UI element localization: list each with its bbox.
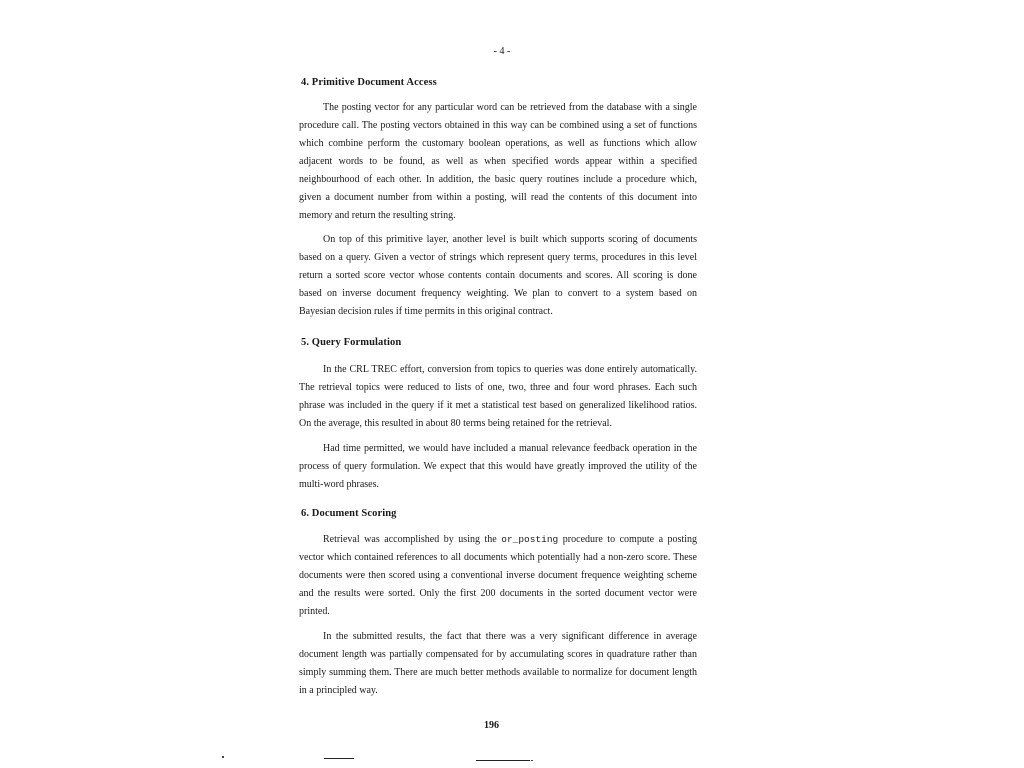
scan-mark <box>531 760 533 761</box>
scan-rule <box>324 758 354 759</box>
section-heading-6: 6. Document Scoring <box>301 508 397 519</box>
paragraph: In the CRL TREC effort, conversion from topics to queries was done entirely automatically. The retrieval topics were reduced to lists of one, two, three and four word phrases. Each such phrase was included in the query if it met a statistical test based on generalized likelihood ratios. On the average, this resulted in about 80 terms being retained for the retrieval. <box>299 364 697 429</box>
paragraph: In the submitted results, the fact that there was a very significant difference in average document length was partially compensated for by accumulating scores in quadrature rather than simply summing them. There are much better methods available to normalize for document length in a principled way. <box>299 631 697 696</box>
paragraph: The posting vector for any particular word can be retrieved from the database with a single procedure call. The posting vectors obtained in this way can be combined using a set of functions which combine perform the customary boolean operations, as well as functions which allow adjacent words to be found, as well as when specified words appear within a specified neighbourhood of each other. In addition, the basic query routines include a procedure which, given a document number from within a posting, will read the contents of this document into memory and return the resulting string. <box>299 102 697 221</box>
paragraph-text: procedure to compute a posting vector which contained references to all documents which potentially had a non-zero score. These documents were then scored using a conventional inverse document frequence weighting scheme and the results were sorted. Only the first 200 documents in the sorted document vector were printed. <box>299 534 697 617</box>
code-identifier: or_posting <box>501 534 559 545</box>
scan-rule <box>476 760 530 761</box>
section-heading-5: 5. Query Formulation <box>301 337 402 348</box>
section-heading-4: 4. Primitive Document Access <box>301 77 437 88</box>
page-marker: - 4 - <box>493 46 511 57</box>
paragraph: Had time permitted, we would have included a manual relevance feedback operation in the process of query formulation. We expect that this would have greatly improved the utility of the multi-word phrases. <box>299 443 697 490</box>
scan-mark <box>222 756 224 758</box>
paragraph: On top of this primitive layer, another level is built which supports scoring of documents based on a query. Given a vector of strings which represent query terms, procedures in this level return a sorted score vector whose contents contain documents and scores. All scoring is done based on inverse document frequency weighting. We plan to convert to a system based on Bayesian decision rules if time permits in this original contract. <box>299 234 697 317</box>
paragraph-text: Retrieval was accomplished by using the <box>323 534 502 545</box>
page-number: 196 <box>484 720 499 731</box>
paragraph <box>299 531 697 621</box>
